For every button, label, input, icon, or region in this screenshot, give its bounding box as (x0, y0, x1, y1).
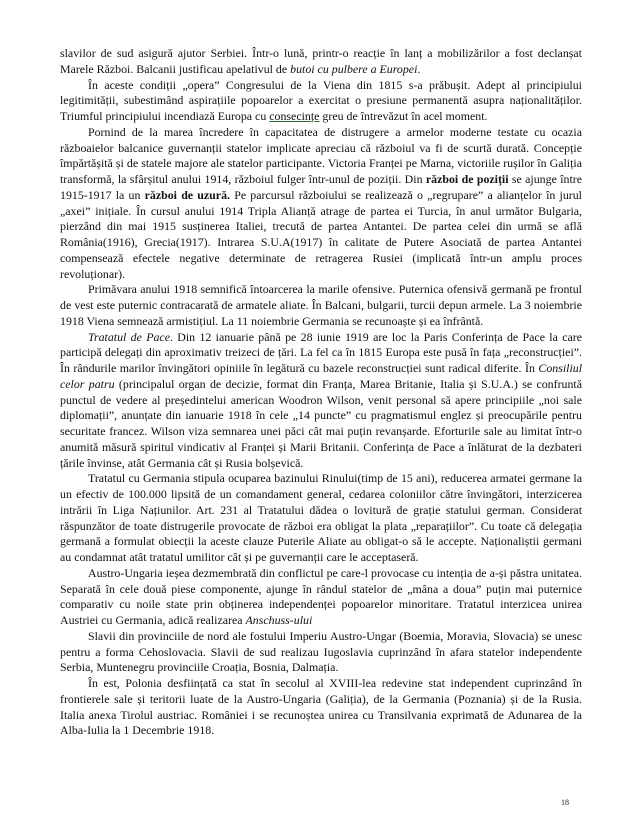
page-number: 18 (561, 798, 569, 807)
text-run: . Din 12 ianuarie până pe 28 iunie 1919 are loc la Paris Conferința de Pace la care participă delegați din aproximativ treizeci de țări. La fel ca în 1815 Europa este pusă în fața „reconstrucției”. În rândurile marilor învingători opiniile în legătură cu bazele reconstrucției sunt radical diferite. În (60, 329, 583, 375)
paragraph (60, 471, 582, 566)
paragraph (60, 78, 582, 125)
text-run: Tratatul cu Germania stipula ocuparea bazinului Rinului(timp de 15 ani), reducerea armatei germane la un efectiv de 100.000 lipsită de un comandament general, cedarea coloniilor către învingători, interzicerea intrării în Liga Națiunilor. Art. 231 al Tratatului dădea o lovitură de grație statului german. Considerat răspunzător de toate distrugerile provocate de război era obligat la plata „reparațiilor”. Cu toate că delegația germană a formulat obiecții la aceste clauze Puterile Aliate au obligat-o să le accepte. Naționaliștii germani au condamnat atât tratatul umilitor cât și pe guvernanții care le acceptaseră. (60, 471, 582, 564)
text-run: se ajunge între 1915-1917 la un (60, 172, 582, 202)
paragraph (60, 629, 582, 676)
italic-text: Anschuss-ului (245, 613, 313, 627)
paragraph (60, 282, 582, 329)
underlined-text: consecințe (269, 109, 320, 123)
paragraph (60, 46, 582, 78)
text-run: . (417, 61, 421, 76)
bold-text: război de poziții (425, 172, 509, 186)
text-run: Pe parcursul războiului se realizează o „regrupare” a alianțelor în jurul „axei” inițiale. În cursul anului 1914 Tripla Alianță atrage de partea ei Turcia, în anul următor Bulgaria, pierzând din mai 1915 susținerea Italiei, trecută de partea Antantei. De partea celei din urmă se află România(1916), Grecia(1917). Intrarea S.U.A(1917) în calitate de Putere Asociată de partea Antantei compensează efectele negative determinate de retragerea Rusiei (implicată într-un amplu proces revoluționar). (60, 187, 582, 281)
text-run: greu de întrevăzut în acel moment. (319, 109, 488, 123)
paragraph (60, 330, 582, 472)
paragraph (60, 676, 582, 739)
text-run: Pornind de la marea încredere în capacitatea de distrugere a armelor moderne testate cu ocazia războaielor balcanice guvernanții statelor implicate apreciau că războiul va fi de scurtă durată. Concepție împărtășită și de statele majore ale statelor participante. Victoria Franței pe Marna, victoriile rușilor în Galiția transformă, la sfârșitul anului 1914, războiul fulger într-unul de poziții. Din (60, 124, 582, 186)
text-run: Primăvara anului 1918 semnifică întoarcerea la marile ofensive. Puternica ofensivă germană pe frontul de vest este puternic contracarată de armatele aliate. În Balcani, bulgarii, turcii depun armele. La 3 noiembrie 1918 Viena semnează armistițiul. La 11 noiembrie Germania se recunoaște și ea înfrântă. (60, 282, 582, 328)
text-run: În aceste condiții „opera” Congresului de la Viena din 1815 s-a prăbușit. Adept al principiului legitimității, subestimând aspirațiile popoarelor a exercitat o presiune permanentă asupra naționalităților. Triumful principiului incendiază Europa cu (60, 77, 582, 123)
paragraph (60, 125, 582, 283)
document-body (60, 46, 582, 739)
text-run: slavilor de sud asigură ajutor Serbiei. Într-o lună, printr-o reacție în lanț a mobilizărilor a fost declanșat Marele Război. Balcanii justificau apelativul de (60, 46, 582, 76)
italic-text: butoi cu pulbere a Europei (290, 61, 418, 76)
paragraph (60, 566, 582, 629)
text-run: În est, Polonia desființată ca stat în secolul al XVIII-lea redevine stat independent cuprinzând în frontierele sale și teritorii luate de la Austro-Ungaria (Galiția), de la Germania (Poznania) și de la Rusia. Italia anexa Tirolul austriac. României i se recunoștea unirea cu Transilvania exprimată de Adunarea de la Alba-Iulia la 1 Decembrie 1918. (60, 676, 582, 738)
text-run: (principalul organ de decizie, format din Franța, Marea Britanie, Italia și S.U.A.) se confruntă punctul de vedere al președintelui american Woodron Wilson, venit personal să apere principiile „noi sale diplomații”, anunțate din ianuarie 1918 în cele „14 puncte” cu pragmatismul englez și preocupările pentru securitate francez. Wilson viza semnarea unei păci cât mai puțin revanșarde. Eforturile sale au limitat într-o anumită măsură spiritul vindicativ al Franței și Marii Britanii. Conferința de Pace a înlăturat de la dezbateri țările învinse, atât Germania cât și Rusia bolșevică. (60, 376, 583, 470)
text-run: Slavii din provinciile de nord ale fostului Imperiu Austro-Ungar (Boemia, Moravia, Slovacia) se unesc pentru a forma Cehoslovacia. Slavii de sud realizau Iugoslavia cuprinzând în afara statelor independente Serbia, Muntenegru provinciile Croația, Bosnia, Dalmația. (60, 628, 582, 675)
bold-text: război de uzură. (144, 187, 230, 202)
italic-text: Tratatul de Pace (88, 329, 170, 344)
italic-text: Consiliul celor patru (60, 361, 582, 391)
text-run: Austro-Ungaria ieșea dezmembrată din conflictul pe care-l provocase cu intenția de a-și păstra unitatea. Separată în cele două piese componente, ajunge în rândul statelor de „mâna a doua” puțin mai puternice comparativ cu noile state prin obținerea independenței popoarelor minoritare. Tratatul interzicea unirea Austriei cu Germania, adică realizarea (60, 565, 582, 627)
